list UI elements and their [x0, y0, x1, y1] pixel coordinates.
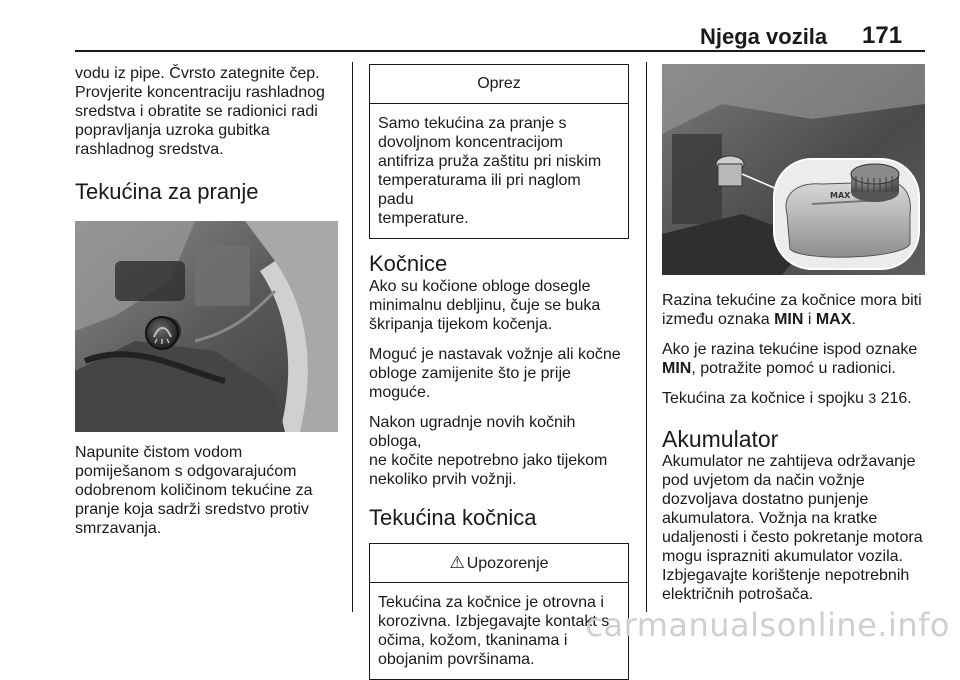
watermark: carmanualsonline.info	[585, 606, 950, 644]
washer-paragraph: Napunite čistom vodom pomiješanom s odgovarajućom odobrenom količinom tekućine za pranje koja sadrži sredstvo protiv smrzavanja.	[75, 444, 313, 537]
brakes-paragraph-3: Nakon ugradnje novih kočnih obloga, ne kočite nepotrebno jako tijekom nekoliko prvih vožnji.	[369, 414, 608, 488]
header-rule	[75, 50, 925, 52]
brakes-paragraph-1: Ako su kočione obloge dosegle minimalnu debljinu, čuje se buka škripanja tijekom kočenja.	[369, 278, 601, 333]
column-2	[369, 64, 631, 680]
battery-paragraph: Akumulator ne zahtijeva održavanje pod uvjetom da način vožnje dozvoljava dostatno punjenje akumulatora. Vožnja na kratke udaljenosti i često pokretanje motora mogu isprazniti akumulator vozila. Izbjegavajte korištenje nepotrebnih električnih potrošača.	[662, 453, 923, 603]
page-number: 171	[862, 22, 903, 49]
brakes-paragraph-2: Moguć je nastavak vožnje ali kočne obloge zamijenite što je prije moguće.	[369, 346, 621, 401]
page-reference[interactable]: 216.	[880, 390, 912, 407]
washer-heading: Tekućina za pranje	[75, 179, 259, 204]
low-level-paragraph: Ako je razina tekućine ispod oznake MIN, potražite pomoć u radionici.	[662, 341, 918, 377]
warning-title: Upozorenje	[466, 555, 549, 572]
brakes-heading: Kočnice	[369, 251, 448, 276]
warning-text: Tekućina za kočnice je otrovna i korozivna. Izbjegavajte kontakt s očima, kožom, tkaninama i obojanim površinama.	[378, 594, 610, 668]
caution-title: Oprez	[370, 65, 628, 104]
brake-fluid-reservoir-photo	[662, 64, 925, 275]
intro-paragraph: vodu iz pipe. Čvrsto zategnite čep. Provjerite koncentraciju rashladnog sredstva i obratite se radionici radi popravljanja uzroka gubitka rashladnog sredstva.	[75, 65, 325, 158]
warning-triangle-icon: ⚠	[449, 553, 465, 572]
washer-reservoir-photo	[75, 221, 338, 432]
page-reference-icon: 3	[868, 390, 877, 406]
caution-box	[369, 64, 629, 239]
column-3	[662, 64, 926, 615]
column-divider-right	[646, 62, 647, 612]
reference-paragraph: Tekućina za kočnice i spojku 3 216.	[662, 390, 912, 407]
brake-fluid-heading: Tekućina kočnica	[369, 505, 537, 530]
section-title: Njega vozila	[700, 24, 828, 49]
caution-text: Samo tekućina za pranje s dovoljnom koncentracijom antifriza pruža zaštitu pri niskim temperaturama ili pri naglom padu temperature.	[378, 115, 602, 227]
warning-header	[370, 544, 628, 583]
battery-heading: Akumulator	[662, 426, 779, 452]
level-paragraph: Razina tekućine za kočnice mora biti između oznaka MIN i MAX.	[662, 292, 922, 328]
max-mark-label: MAX	[830, 191, 851, 200]
column-1	[75, 64, 340, 549]
column-divider-left	[352, 62, 353, 612]
